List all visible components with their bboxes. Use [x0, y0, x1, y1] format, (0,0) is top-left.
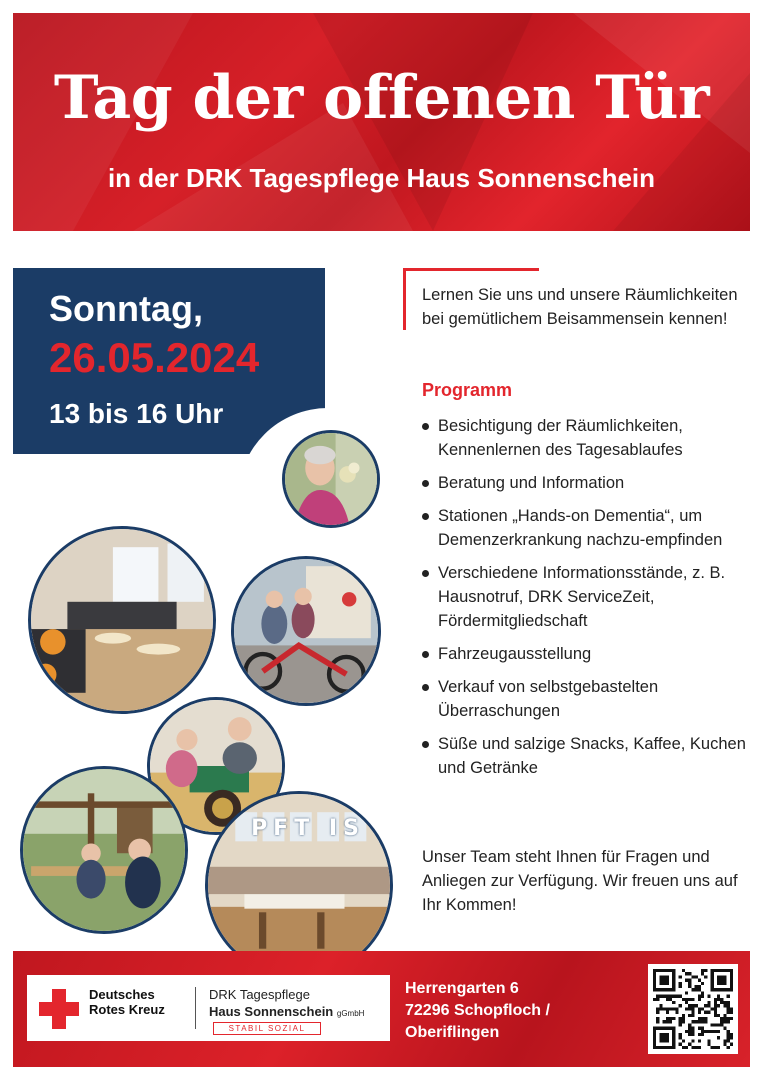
- address-district: Oberiflingen: [405, 1024, 500, 1041]
- org-suffix: gGmbH: [336, 1009, 365, 1018]
- event-time: 13 bis 16 Uhr: [49, 398, 224, 429]
- org-name-line2: [209, 1004, 364, 1019]
- photo-common-room: [28, 526, 216, 714]
- intro-accent-vertical: [403, 268, 406, 330]
- photo-banner-text: PFT IS: [251, 816, 365, 841]
- page-subtitle: in der DRK Tagespflege Haus Sonnenschein: [107, 163, 656, 193]
- org-name-line1: DRK Tagespflege: [209, 987, 310, 1002]
- program-item: Besichtigung der Räumlichkeiten, Kennenlernen des Tagesablaufes: [422, 414, 752, 462]
- page-title: Tag der offenen Tür: [53, 63, 710, 133]
- org-name: Haus Sonnenschein: [209, 1004, 334, 1019]
- footer-banner: [13, 951, 750, 1067]
- address: [405, 978, 550, 1044]
- logo-divider: [195, 987, 196, 1029]
- header-banner: [13, 13, 750, 231]
- stabil-sozial-badge: STABIL SOZIAL: [213, 1022, 321, 1035]
- photo-tandem-bike: [231, 556, 381, 706]
- drk-name: Deutsches Rotes Kreuz: [89, 987, 165, 1017]
- photo-senior-with-flowers: [282, 430, 380, 528]
- program-item: Verschiedene Informationsstände, z. B. Hausnotruf, DRK ServiceZeit, Fördermitgliedschaft: [422, 561, 752, 633]
- address-city: 72296 Schopfloch /: [405, 1002, 550, 1019]
- program-item: Stationen „Hands-on Dementia“, um Demenzerkrankung nachzu-empfinden: [422, 504, 752, 552]
- intro-accent-horizontal: [403, 268, 539, 271]
- closing-text: Unser Team steht Ihnen für Fragen und Anliegen zur Verfügung. Wir freuen uns auf Ihr Kommen!: [422, 848, 738, 914]
- event-date: 26.05.2024: [49, 334, 260, 381]
- address-street: Herrengarten 6: [405, 980, 519, 997]
- qr-code-icon[interactable]: [648, 964, 738, 1054]
- red-cross-icon: [39, 989, 79, 1029]
- program-item: Beratung und Information: [422, 471, 752, 495]
- program-item: Süße und salzige Snacks, Kaffee, Kuchen und Getränke: [422, 732, 752, 780]
- intro-text: Lernen Sie uns und unsere Räumlichkeiten bei gemütlichem Beisammensein kennen!: [422, 286, 738, 328]
- date-panel: [13, 268, 325, 454]
- program-heading: Programm: [422, 380, 513, 400]
- event-weekday: Sonntag,: [49, 288, 203, 329]
- program-item: Fahrzeugausstellung: [422, 642, 752, 666]
- photo-garden-crafts: [20, 766, 188, 934]
- drk-logo: [27, 975, 390, 1041]
- program-item: Verkauf von selbstgebastelten Überraschungen: [422, 675, 752, 723]
- program-list: [422, 414, 752, 789]
